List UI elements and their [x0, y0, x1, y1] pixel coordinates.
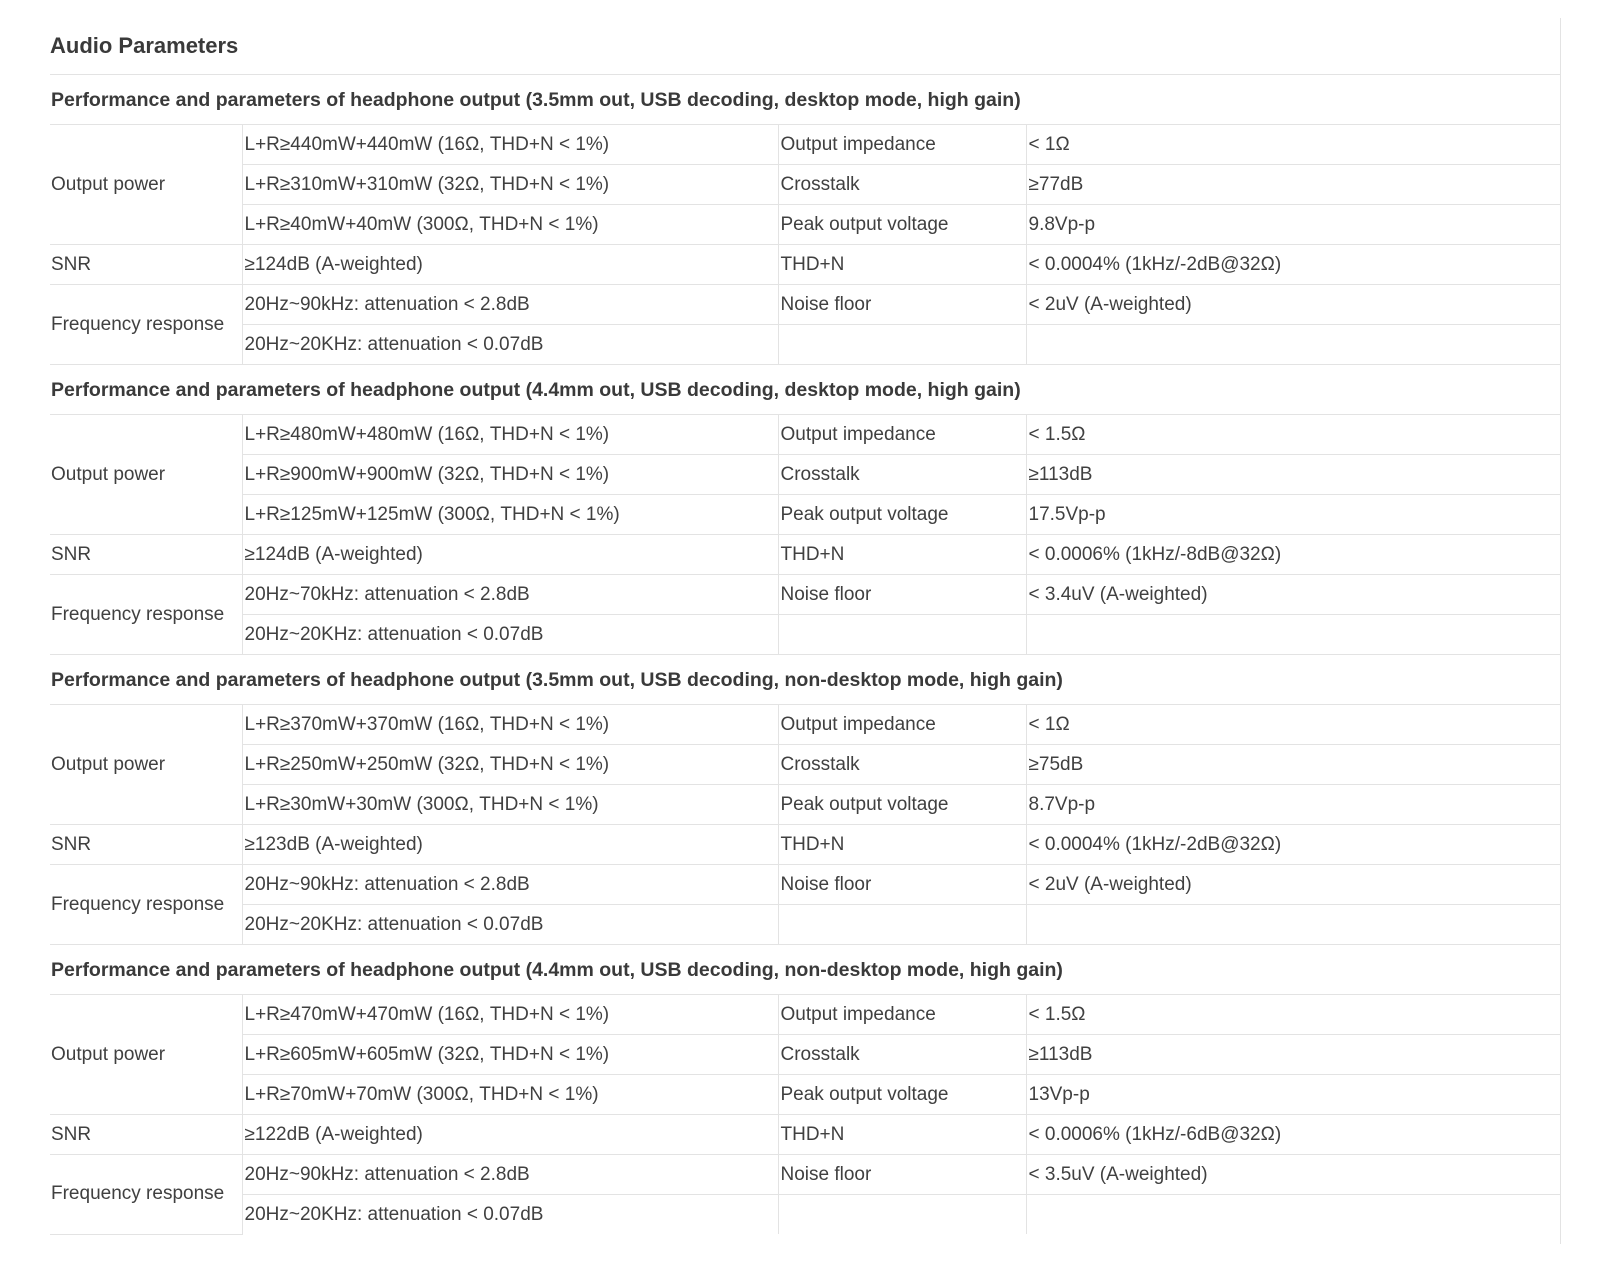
empty-cell	[1026, 905, 1560, 945]
snr-value: ≥123dB (A-weighted)	[242, 825, 778, 865]
noise-floor-label: Noise floor	[778, 575, 1026, 615]
output-impedance-label: Output impedance	[778, 415, 1026, 455]
table-row	[50, 285, 1560, 325]
frequency-response-value: 20Hz~70kHz: attenuation < 2.8dB	[242, 575, 778, 615]
noise-floor-value: < 3.5uV (A-weighted)	[1026, 1155, 1560, 1195]
frequency-response-value: 20Hz~20KHz: attenuation < 0.07dB	[242, 615, 778, 655]
output-impedance-value: < 1Ω	[1026, 705, 1560, 745]
empty-cell	[1026, 615, 1560, 655]
snr-label: SNR	[50, 1115, 242, 1155]
frequency-response-value: 20Hz~20KHz: attenuation < 0.07dB	[242, 1195, 778, 1235]
crosstalk-label: Crosstalk	[778, 455, 1026, 495]
table-row	[50, 1115, 1560, 1155]
frequency-response-label: Frequency response	[50, 285, 242, 365]
peak-voltage-label: Peak output voltage	[778, 1075, 1026, 1115]
peak-voltage-value: 17.5Vp-p	[1026, 495, 1560, 535]
empty-cell	[778, 1195, 1026, 1235]
table-row	[50, 1075, 1560, 1115]
output-impedance-label: Output impedance	[778, 705, 1026, 745]
section-heading-row	[50, 945, 1560, 995]
table-row	[50, 165, 1560, 205]
output-power-value: L+R≥480mW+480mW (16Ω, THD+N < 1%)	[242, 415, 778, 455]
table-row	[50, 495, 1560, 535]
peak-voltage-label: Peak output voltage	[778, 205, 1026, 245]
table-title-row	[50, 18, 1560, 75]
section-heading: Performance and parameters of headphone output (3.5mm out, USB decoding, non-desktop mode, high gain)	[50, 655, 1560, 705]
table-row	[50, 455, 1560, 495]
snr-value: ≥122dB (A-weighted)	[242, 1115, 778, 1155]
table-row	[50, 865, 1560, 905]
output-power-label: Output power	[50, 415, 242, 535]
table-row	[50, 615, 1560, 655]
table-row	[50, 1155, 1560, 1195]
thd-value: < 0.0004% (1kHz/-2dB@32Ω)	[1026, 825, 1560, 865]
output-impedance-label: Output impedance	[778, 125, 1026, 165]
thd-value: < 0.0006% (1kHz/-8dB@32Ω)	[1026, 535, 1560, 575]
output-power-value: L+R≥70mW+70mW (300Ω, THD+N < 1%)	[242, 1075, 778, 1115]
table-row	[50, 205, 1560, 245]
section-heading: Performance and parameters of headphone output (3.5mm out, USB decoding, desktop mode, high gain)	[50, 75, 1560, 125]
output-power-value: L+R≥370mW+370mW (16Ω, THD+N < 1%)	[242, 705, 778, 745]
table-row	[50, 705, 1560, 745]
table-row	[50, 1035, 1560, 1075]
frequency-response-value: 20Hz~90kHz: attenuation < 2.8dB	[242, 285, 778, 325]
table-row	[50, 575, 1560, 615]
output-power-label: Output power	[50, 705, 242, 825]
noise-floor-label: Noise floor	[778, 1155, 1026, 1195]
crosstalk-value: ≥113dB	[1026, 455, 1560, 495]
table-row	[50, 1195, 1560, 1235]
output-impedance-value: < 1.5Ω	[1026, 995, 1560, 1035]
output-power-value: L+R≥250mW+250mW (32Ω, THD+N < 1%)	[242, 745, 778, 785]
crosstalk-value: ≥77dB	[1026, 165, 1560, 205]
output-power-value: L+R≥470mW+470mW (16Ω, THD+N < 1%)	[242, 995, 778, 1035]
empty-cell	[1026, 1195, 1560, 1235]
noise-floor-value: < 2uV (A-weighted)	[1026, 285, 1560, 325]
peak-voltage-value: 9.8Vp-p	[1026, 205, 1560, 245]
thd-value: < 0.0004% (1kHz/-2dB@32Ω)	[1026, 245, 1560, 285]
table-row	[50, 535, 1560, 575]
output-impedance-label: Output impedance	[778, 995, 1026, 1035]
audio-parameters-table	[50, 18, 1560, 1235]
noise-floor-label: Noise floor	[778, 285, 1026, 325]
table-row	[50, 125, 1560, 165]
noise-floor-value: < 2uV (A-weighted)	[1026, 865, 1560, 905]
crosstalk-label: Crosstalk	[778, 1035, 1026, 1075]
table-row	[50, 905, 1560, 945]
frequency-response-value: 20Hz~20KHz: attenuation < 0.07dB	[242, 905, 778, 945]
frequency-response-value: 20Hz~90kHz: attenuation < 2.8dB	[242, 1155, 778, 1195]
empty-cell	[1026, 325, 1560, 365]
table-row	[50, 245, 1560, 285]
peak-voltage-label: Peak output voltage	[778, 495, 1026, 535]
section-heading-row	[50, 75, 1560, 125]
frequency-response-value: 20Hz~90kHz: attenuation < 2.8dB	[242, 865, 778, 905]
section-heading-row	[50, 655, 1560, 705]
section-heading-row	[50, 365, 1560, 415]
empty-cell	[778, 325, 1026, 365]
peak-voltage-value: 8.7Vp-p	[1026, 785, 1560, 825]
snr-label: SNR	[50, 535, 242, 575]
table-row	[50, 415, 1560, 455]
output-power-value: L+R≥40mW+40mW (300Ω, THD+N < 1%)	[242, 205, 778, 245]
table-row	[50, 995, 1560, 1035]
audio-parameters-panel	[50, 18, 1561, 1244]
snr-value: ≥124dB (A-weighted)	[242, 535, 778, 575]
noise-floor-value: < 3.4uV (A-weighted)	[1026, 575, 1560, 615]
crosstalk-label: Crosstalk	[778, 165, 1026, 205]
frequency-response-label: Frequency response	[50, 575, 242, 655]
output-power-value: L+R≥30mW+30mW (300Ω, THD+N < 1%)	[242, 785, 778, 825]
empty-cell	[778, 905, 1026, 945]
crosstalk-label: Crosstalk	[778, 745, 1026, 785]
frequency-response-label: Frequency response	[50, 865, 242, 945]
output-impedance-value: < 1Ω	[1026, 125, 1560, 165]
table-row	[50, 825, 1560, 865]
crosstalk-value: ≥75dB	[1026, 745, 1560, 785]
thd-label: THD+N	[778, 535, 1026, 575]
peak-voltage-label: Peak output voltage	[778, 785, 1026, 825]
section-heading: Performance and parameters of headphone output (4.4mm out, USB decoding, desktop mode, high gain)	[50, 365, 1560, 415]
snr-value: ≥124dB (A-weighted)	[242, 245, 778, 285]
table-row	[50, 785, 1560, 825]
table-row	[50, 745, 1560, 785]
thd-value: < 0.0006% (1kHz/-6dB@32Ω)	[1026, 1115, 1560, 1155]
section-heading: Performance and parameters of headphone output (4.4mm out, USB decoding, non-desktop mode, high gain)	[50, 945, 1560, 995]
output-power-value: L+R≥310mW+310mW (32Ω, THD+N < 1%)	[242, 165, 778, 205]
snr-label: SNR	[50, 825, 242, 865]
output-power-value: L+R≥125mW+125mW (300Ω, THD+N < 1%)	[242, 495, 778, 535]
output-power-label: Output power	[50, 125, 242, 245]
page-title: Audio Parameters	[50, 18, 1560, 75]
crosstalk-value: ≥113dB	[1026, 1035, 1560, 1075]
empty-cell	[778, 615, 1026, 655]
output-power-value: L+R≥440mW+440mW (16Ω, THD+N < 1%)	[242, 125, 778, 165]
thd-label: THD+N	[778, 1115, 1026, 1155]
frequency-response-label: Frequency response	[50, 1155, 242, 1235]
output-power-value: L+R≥605mW+605mW (32Ω, THD+N < 1%)	[242, 1035, 778, 1075]
thd-label: THD+N	[778, 825, 1026, 865]
snr-label: SNR	[50, 245, 242, 285]
frequency-response-value: 20Hz~20KHz: attenuation < 0.07dB	[242, 325, 778, 365]
output-power-label: Output power	[50, 995, 242, 1115]
thd-label: THD+N	[778, 245, 1026, 285]
table-row	[50, 325, 1560, 365]
output-impedance-value: < 1.5Ω	[1026, 415, 1560, 455]
peak-voltage-value: 13Vp-p	[1026, 1075, 1560, 1115]
output-power-value: L+R≥900mW+900mW (32Ω, THD+N < 1%)	[242, 455, 778, 495]
noise-floor-label: Noise floor	[778, 865, 1026, 905]
